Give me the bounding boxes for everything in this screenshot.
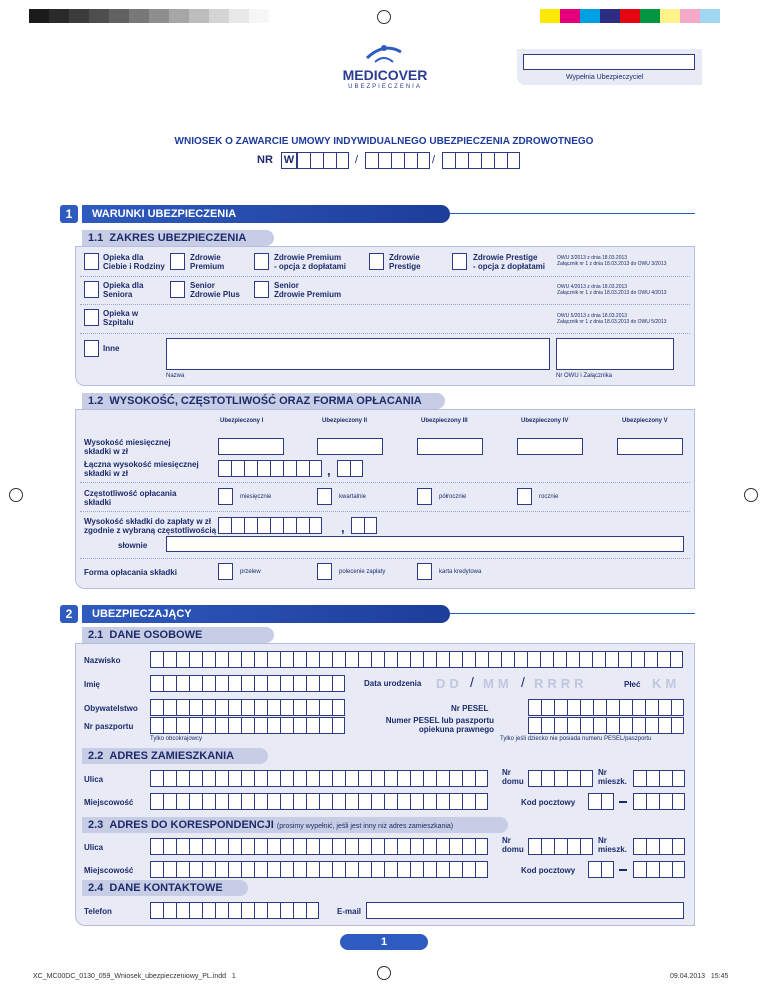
amount-grosze[interactable] xyxy=(351,517,377,534)
zdrowie-prestige-doplaty-label: Zdrowie Prestige - opcja z dopłatami xyxy=(473,253,546,271)
nr-cells-1[interactable] xyxy=(297,152,349,169)
section-2-1-title: DANE OSOBOWE xyxy=(109,629,203,641)
registration-mark-left xyxy=(9,488,23,502)
zdrowie-premium-label: Zdrowie Premium xyxy=(190,253,225,271)
phone-label: Telefon xyxy=(84,907,112,916)
zdrowie-premium-checkbox[interactable] xyxy=(170,253,185,270)
section-2-header xyxy=(82,605,450,623)
section-1-line xyxy=(450,213,695,214)
corr-house-label: Nr domu xyxy=(502,836,524,854)
total-premium-comma: , xyxy=(327,463,331,478)
sex-placeholder[interactable]: KM xyxy=(652,676,681,691)
birth-slash-2: / xyxy=(521,674,525,690)
section-2-3-title: ADRES DO KORESPONDENCJI xyxy=(109,819,274,831)
section-1-2-title: WYSOKOŚĆ, CZĘSTOTLIWOŚĆ ORAZ FORMA OPŁACANIA xyxy=(109,395,422,407)
freq-yearly-checkbox[interactable] xyxy=(517,488,532,505)
opieka-rodziny-checkbox[interactable] xyxy=(84,253,99,270)
flat-cells[interactable] xyxy=(633,770,685,787)
row-separator-5 xyxy=(80,511,690,512)
opieka-rodziny-label: Opieka dla Ciebie i Rodziny xyxy=(103,253,165,271)
row-separator-3 xyxy=(80,333,690,334)
amount-cells[interactable] xyxy=(218,517,322,534)
pay-transfer-label: przelew xyxy=(240,569,261,575)
section-2-4-title: DANE KONTAKTOWE xyxy=(109,882,223,894)
section-2-title: UBEZPIECZAJĄCY xyxy=(92,608,192,620)
inne-name-field[interactable] xyxy=(166,338,550,370)
birth-year-placeholder[interactable]: RRRR xyxy=(534,676,588,691)
corr-flat-label: Nr mieszk. xyxy=(598,836,627,854)
section-1-title: WARUNKI UBEZPIECZENIA xyxy=(92,208,237,220)
file-name: XC_MC00DC_0130_059_Wniosek_ubezpieczeniowy_PL.indd 1 xyxy=(33,973,236,980)
monthly-premium-label: Wysokość miesięcznej składki w zł xyxy=(84,438,171,456)
opieka-seniora-checkbox[interactable] xyxy=(84,281,99,298)
postal-cells-1[interactable] xyxy=(588,793,614,810)
payment-form-label: Forma opłacania składki xyxy=(84,568,177,577)
citizenship-label: Obywatelstwo xyxy=(84,704,138,713)
postal-cells-2[interactable] xyxy=(633,793,685,810)
corr-postal-cells-2[interactable] xyxy=(633,861,685,878)
freq-quarterly-checkbox[interactable] xyxy=(317,488,332,505)
inne-checkbox[interactable] xyxy=(84,340,99,357)
zdrowie-premium-doplaty-checkbox[interactable] xyxy=(254,253,269,270)
section-1-1-title: ZAKRES UBEZPIECZENIA xyxy=(109,232,247,244)
section-2-2-header: 2.2 ADRES ZAMIESZKANIA xyxy=(82,748,268,764)
guardian-label: Numer PESEL lub paszportu opiekuna prawnego xyxy=(385,716,494,734)
owu-5-info: OWU 5/2013 z dnia 18.03.2013 Załącznik nr 1 z dnia 18.03.2013 do OWU 5/2013 xyxy=(557,313,667,325)
freq-halfyear-label: półrocznie xyxy=(439,494,467,500)
inne-name-caption: Nazwa xyxy=(166,373,185,379)
opieka-szpitalu-checkbox[interactable] xyxy=(84,309,99,326)
pay-direct-debit-checkbox[interactable] xyxy=(317,563,332,580)
opieka-seniora-label: Opieka dla Seniora xyxy=(103,281,144,299)
corr-postal-dash xyxy=(619,869,627,871)
senior-premium-checkbox[interactable] xyxy=(254,281,269,298)
registration-mark-right xyxy=(744,488,758,502)
amount-comma: , xyxy=(341,520,345,535)
senior-premium-label: Senior Zdrowie Premium xyxy=(274,281,342,299)
email-field[interactable] xyxy=(366,902,684,919)
section-2-4-header: 2.4 DANE KONTAKTOWE xyxy=(82,880,248,896)
owu-3-info: OWU 3/2013 z dnia 18.03.2013 Załącznik nr 1 z dnia 18.03.2013 do OWU 3/2013 xyxy=(557,255,667,267)
birth-month-placeholder[interactable]: MM xyxy=(483,676,513,691)
row-separator-6 xyxy=(80,558,690,559)
surname-cells[interactable] xyxy=(150,651,683,668)
insured-4-header: Ubezpieczony IV xyxy=(521,418,569,424)
freq-halfyear-checkbox[interactable] xyxy=(417,488,432,505)
freq-monthly-label: miesięcznie xyxy=(240,494,272,500)
nr-prefix: W xyxy=(281,152,297,169)
street-label: Ulica xyxy=(84,775,104,784)
passport-label: Nr paszportu xyxy=(84,722,134,731)
nr-cells-3[interactable] xyxy=(442,152,520,169)
sex-label: Płeć xyxy=(624,680,641,689)
corr-street-label: Ulica xyxy=(84,843,104,852)
corr-postal-cells-1[interactable] xyxy=(588,861,614,878)
section-2-3-header: 2.3 ADRES DO KORESPONDENCJI (prosimy wypełnić, jeśli jest inny niż adres zamieszkania) xyxy=(82,817,508,833)
phone-cells[interactable] xyxy=(150,902,319,919)
page-title: WNIOSEK O ZAWARCIE UMOWY INDYWIDUALNEGO UBEZPIECZENIA ZDROWOTNEGO xyxy=(174,136,594,147)
registration-mark-bottom xyxy=(377,966,391,980)
premium-insured-4[interactable] xyxy=(517,438,583,455)
frequency-label: Częstotliwość opłacania składki xyxy=(84,489,177,507)
row-separator-1 xyxy=(80,276,690,277)
section-1-number: 1 xyxy=(60,205,78,223)
freq-quarterly-label: kwartalnie xyxy=(339,494,367,500)
corr-postal-label: Kod pocztowy xyxy=(521,866,576,875)
section-2-1-header: 2.1 DANE OSOBOWE xyxy=(82,627,274,643)
print-color-bar xyxy=(540,9,740,23)
registration-mark-top xyxy=(377,10,391,24)
words-label: słownie xyxy=(118,541,148,550)
pay-direct-debit-label: polecenie zapłaty xyxy=(339,569,386,575)
section-1-2-header: 1.2 WYSOKOŚĆ, CZĘSTOTLIWOŚĆ ORAZ FORMA OPŁACANIA xyxy=(82,393,445,409)
house-cells[interactable] xyxy=(528,770,593,787)
corr-city-cells[interactable] xyxy=(150,861,488,878)
pesel-label: Nr PESEL xyxy=(451,704,489,713)
nr-slash-2: / xyxy=(432,154,436,166)
corr-street-cells[interactable] xyxy=(150,838,488,855)
birth-slash-1: / xyxy=(470,674,474,690)
premium-insured-3[interactable] xyxy=(417,438,483,455)
zdrowie-prestige-checkbox[interactable] xyxy=(369,253,384,270)
firstname-label: Imię xyxy=(84,680,101,689)
row-separator-4 xyxy=(80,482,690,483)
row-separator-2 xyxy=(80,304,690,305)
city-cells[interactable] xyxy=(150,793,488,810)
pay-card-label: karta kredytowa xyxy=(439,569,482,575)
freq-yearly-label: rocznie xyxy=(539,494,559,500)
insured-3-header: Ubezpieczony III xyxy=(421,418,468,424)
total-premium-label: Łączna wysokość miesięcznej składki w zł xyxy=(84,460,199,478)
nr-cells-2[interactable] xyxy=(365,152,430,169)
pesel-cells[interactable] xyxy=(528,699,684,716)
inne-owu-caption: Nr OWU i Załącznika xyxy=(556,373,613,379)
logo-name: MEDICOVER xyxy=(342,67,428,83)
print-date: 09.04.2013 15:45 xyxy=(670,973,729,980)
opieka-szpitalu-label: Opieka w Szpitalu xyxy=(103,309,139,327)
inne-owu-field[interactable] xyxy=(556,338,674,370)
nr-slash-1: / xyxy=(355,154,359,166)
logo-subtitle: UBEZPIECZENIA xyxy=(348,84,422,90)
print-grayscale-bar xyxy=(29,9,269,23)
nr-label: NR xyxy=(257,154,273,166)
corr-house-cells[interactable] xyxy=(528,838,593,855)
child-caption: Tylko jeśli dziecko nie posiada numeru PESEL/paszportu xyxy=(500,736,652,742)
section-2-2-title: ADRES ZAMIESZKANIA xyxy=(109,750,235,762)
total-premium-grosze[interactable] xyxy=(337,460,363,477)
street-cells[interactable] xyxy=(150,770,488,787)
medicover-logo-icon xyxy=(361,40,407,66)
page-number: 1 xyxy=(380,936,388,948)
foreigners-caption: Tylko obcokrajowcy xyxy=(150,736,203,742)
insurer-only-field[interactable] xyxy=(523,54,695,70)
senior-plus-checkbox[interactable] xyxy=(170,281,185,298)
insured-5-header: Ubezpieczony V xyxy=(622,418,668,424)
inne-label: Inne xyxy=(103,344,120,353)
section-2-number: 2 xyxy=(60,605,78,623)
birth-day-placeholder[interactable]: DD xyxy=(436,676,463,691)
zdrowie-prestige-label: Zdrowie Prestige xyxy=(389,253,421,271)
house-label: Nr domu xyxy=(502,768,524,786)
firstname-cells[interactable] xyxy=(150,675,345,692)
corr-city-label: Miejscowość xyxy=(84,866,134,875)
email-label: E-mail xyxy=(337,907,362,916)
citizenship-cells[interactable] xyxy=(150,699,345,716)
amount-label: Wysokość składki do zapłaty w zł zgodnie z wybraną częstotliwością xyxy=(84,517,217,535)
section-1-header xyxy=(82,205,450,223)
zdrowie-premium-doplaty-label: Zdrowie Premium - opcja z dopłatami xyxy=(274,253,347,271)
postal-label: Kod pocztowy xyxy=(521,798,576,807)
pay-card-checkbox[interactable] xyxy=(417,563,432,580)
guardian-cells[interactable] xyxy=(528,717,684,734)
total-premium-cells[interactable] xyxy=(218,460,322,477)
postal-dash xyxy=(619,801,627,803)
insurer-only-label: Wypełnia Ubezpieczyciel xyxy=(566,74,644,81)
premium-insured-2[interactable] xyxy=(317,438,383,455)
surname-label: Nazwisko xyxy=(84,656,121,665)
flat-label: Nr mieszk. xyxy=(598,768,627,786)
corr-flat-cells[interactable] xyxy=(633,838,685,855)
freq-monthly-checkbox[interactable] xyxy=(218,488,233,505)
premium-insured-1[interactable] xyxy=(218,438,284,455)
insured-2-header: Ubezpieczony II xyxy=(322,418,368,424)
birthdate-label: Data urodzenia xyxy=(364,679,422,688)
zdrowie-prestige-doplaty-checkbox[interactable] xyxy=(452,253,467,270)
section-1-1-header: 1.1 ZAKRES UBEZPIECZENIA xyxy=(82,230,274,246)
city-label: Miejscowość xyxy=(84,798,134,807)
section-2-line xyxy=(450,613,695,614)
insured-1-header: Ubezpieczony I xyxy=(220,418,264,424)
passport-cells[interactable] xyxy=(150,717,345,734)
section-2-3-note: (prosimy wypełnić, jeśli jest inny niż adres zamieszkania) xyxy=(276,823,454,830)
senior-plus-label: Senior Zdrowie Plus xyxy=(190,281,240,299)
words-field[interactable] xyxy=(166,536,684,552)
premium-insured-5[interactable] xyxy=(617,438,683,455)
pay-transfer-checkbox[interactable] xyxy=(218,563,233,580)
owu-4-info: OWU 4/2013 z dnia 18.03.2013 Załącznik nr 1 z dnia 18.03.2013 do OWU 4/2013 xyxy=(557,284,667,296)
